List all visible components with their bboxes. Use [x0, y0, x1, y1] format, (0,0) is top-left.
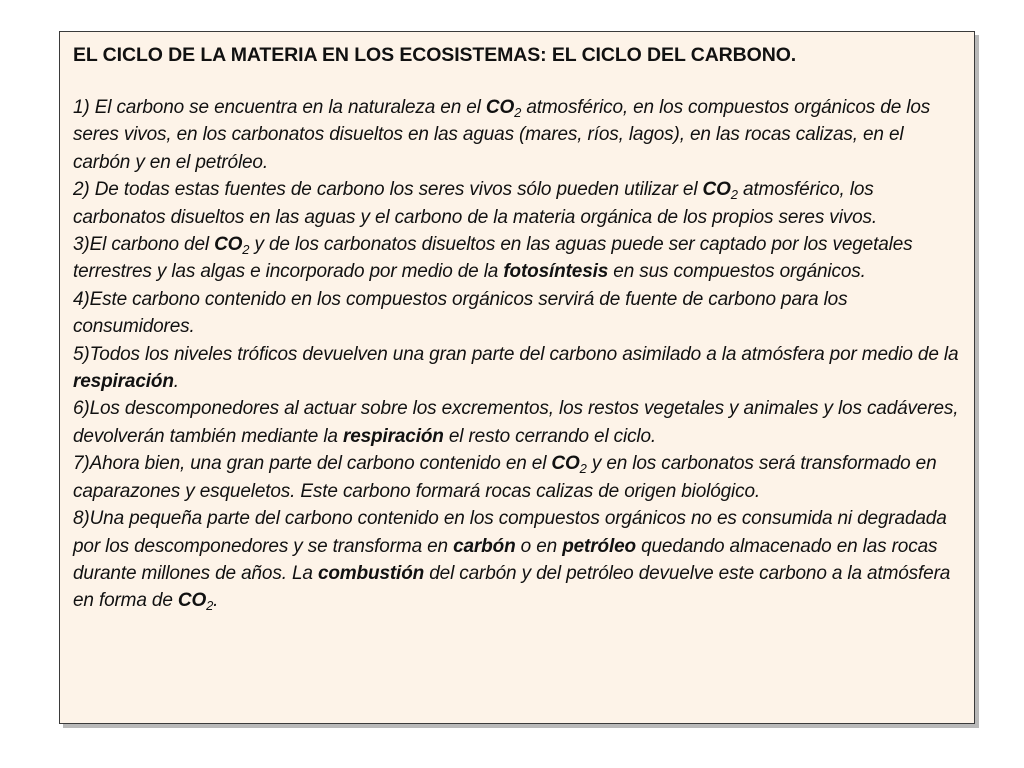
text-segment: el resto cerrando el ciclo.: [443, 425, 657, 447]
text-segment: en sus compuestos orgánicos.: [608, 261, 866, 283]
text-segment: atmosférico, los carbonatos disueltos en las aguas y el carbono de la materia orgánica de los propios seres vivos.: [73, 179, 877, 228]
paragraph-7: [73, 450, 962, 505]
bold-term: petróleo: [562, 535, 636, 557]
text-segment: 8)Una pequeña parte del carbono contenido en los compuestos orgánicos no es consumida ni degradada por los descomponedores y se transforma en: [73, 508, 947, 557]
paragraph-3: [73, 231, 962, 286]
bold-term: respiración: [73, 371, 174, 393]
bold-term: combustión: [317, 562, 425, 584]
subscript: 2: [514, 105, 522, 120]
text-segment: 2) De todas estas fuentes de carbono los seres vivos sólo pueden utilizar el: [73, 179, 703, 201]
bold-term: fotosíntesis: [503, 261, 609, 283]
bold-term: CO: [214, 234, 243, 256]
text-segment: .: [173, 371, 179, 393]
slide-title: EL CICLO DE LA MATERIA EN LOS ECOSISTEMAS: EL CICLO DEL CARBONO.: [73, 44, 797, 66]
bold-term: CO: [177, 590, 207, 612]
text-segment: y en los carbonatos será transformado en caparazones y esqueletos. Este carbono formará rocas calizas de origen biológico.: [73, 453, 937, 502]
bold-term: CO: [702, 179, 731, 201]
text-segment: o en: [515, 535, 563, 557]
text-segment: 4)Este carbono contenido en los compuestos orgánicos servirá de fuente de carbono para los consumidores.: [73, 288, 848, 338]
bold-term: CO: [485, 97, 515, 118]
subscript: 2: [242, 242, 250, 258]
text-segment: 6)Los descomponedores al actuar sobre los excrementos, los restos vegetales y animales y los cadáveres, devolverán también mediante la: [73, 398, 959, 447]
text-segment: .: [213, 590, 219, 612]
subscript: 2: [579, 461, 587, 477]
text-segment: 5)Todos los niveles tróficos devuelven una gran parte del carbono asimilado a la atmósfera por medio de la: [73, 343, 959, 365]
text-segment: atmosférico, en los compuestos orgánicos de los seres vivos, en los carbonatos disueltos en las aguas (mares, ríos, lagos), en las rocas calizas, en el carbón y en el petróleo.: [73, 97, 931, 173]
text-segment: 1) El carbono se encuentra en la naturaleza en el: [73, 97, 486, 118]
paragraph-4: [73, 286, 962, 341]
text-segment: 7)Ahora bien, una gran parte del carbono contenido en el: [73, 453, 552, 475]
bold-term: respiración: [342, 425, 444, 447]
paragraph-1: [73, 94, 962, 176]
text-segment: 3)El carbono del: [73, 234, 215, 256]
subscript: 2: [730, 187, 738, 203]
bold-term: CO: [551, 453, 580, 475]
content-text-box: [59, 31, 975, 724]
paragraph-5: [73, 341, 962, 396]
text-segment: y de los carbonatos disueltos en las aguas puede ser captado por los vegetales terrestres y las algas e incorporado por medio de la: [73, 234, 913, 283]
text-segment: quedando almacenado en las rocas durante millones de años. La: [73, 535, 938, 584]
text-segment: del carbón y del petróleo devuelve este carbono a la atmósfera en forma de: [73, 562, 951, 612]
paragraph-8: [73, 505, 962, 615]
bold-term: carbón: [453, 535, 516, 557]
paragraph-list: [73, 94, 962, 615]
paragraph-6: [73, 395, 962, 450]
subscript: 2: [206, 598, 214, 614]
paragraph-2: [73, 176, 962, 231]
